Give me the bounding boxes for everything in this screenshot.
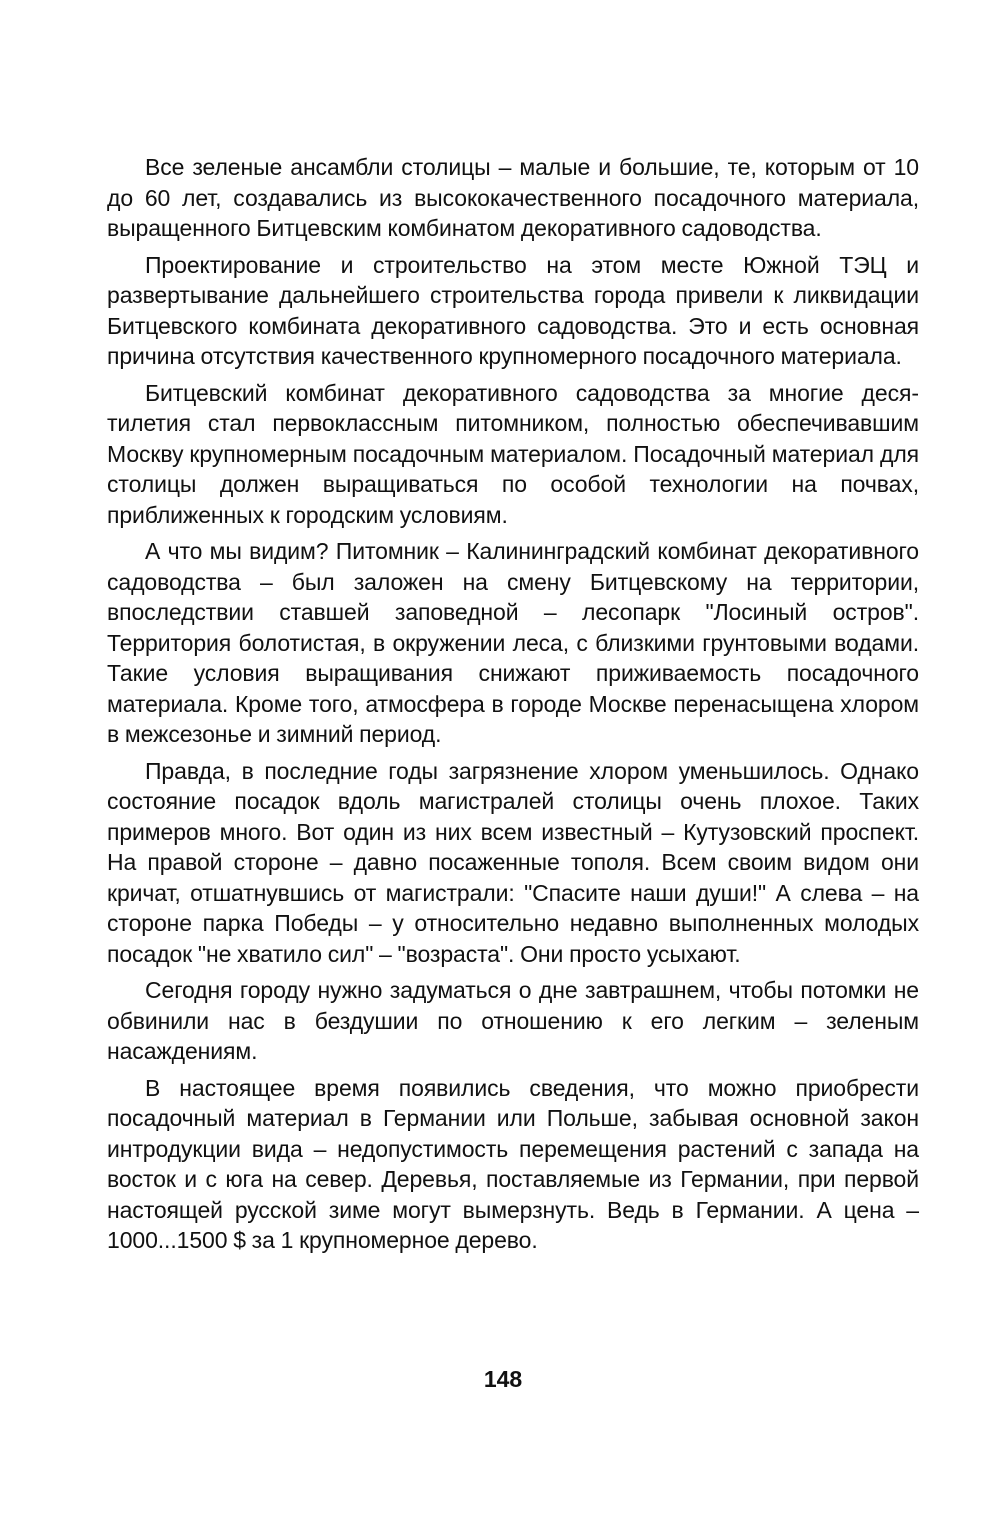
paragraph-2: Проектирование и строительство на этом месте Южной ТЭЦ и развертывание дальнейшего строительства города привели к ликвидации Битцевского комбината декоративного садоводства. Это и есть основная причина отсутствия качественного крупномерного посадочного материала.	[107, 251, 919, 369]
page-body	[107, 152, 919, 1262]
paragraph-6: Сегодня городу нужно задуматься о дне завтрашнем, чтобы потомки не обвинили нас в бездушии по отношению к его легким – зеленым насаждениям.	[107, 977, 919, 1064]
paragraph-7: В настоящее время появились сведения, что можно приобрести посадочный материал в Германии или Польше, забывая основной закон интродукции вида – недопустимость перемещения растений с запада на восток и с юга на север. Деревья, поставляемые из Германии, при первой настоящей русской зиме могут вымерзнуть. Ведь в Германии. А цена – 1000...1500 $ за 1 крупномерное дерево.	[107, 1074, 919, 1253]
paragraph-4: А что мы видим? Питомник – Калининградский комбинат декоративного садоводства – был заложен на смену Битцевскому на территории, впоследствии ставшей заповедной – лесопарк "Лосиный остров". Территория болотистая, в окружении леса, с близкими грунтовыми водами. Такие условия выращивания снижают приживаемость посадочного материала. Кроме того, атмосфера в городе Москве перенасыщена хлором в межсезонье и зимний период.	[107, 538, 919, 747]
paragraph-3: Битцевский комбинат декоративного садоводства за многие десятилетия стал первоклассным питомником, полностью обеспечивавшим Москву крупномерным посадочным материалом. Посадочный материал для столицы должен выращиваться по особой технологии на почвах, приближенных к городским условиям.	[107, 379, 919, 528]
page-number: 148	[483, 1366, 523, 1392]
paragraph-1: Все зеленые ансамбли столицы – малые и большие, те, которым от 10 до 60 лет, создавались из высококачественного посадочного материала, выращенного Битцевским комбинатом декоративного садоводства.	[107, 154, 919, 241]
paragraph-5: Правда, в последние годы загрязнение хлором уменьшилось. Однако состояние посадок вдоль магистралей столицы очень плохое. Таких примеров много. Вот один из них всем известный – Кутузовский проспект. На правой стороне – давно посаженные тополя. Всем своим видом они кричат, отшатнувшись от магистрали: "Спасите наши души!" А слева – на стороне парка Победы – у относительно недавно выполненных молодых посадок "не хватило сил" – "возраста". Они просто усыхают.	[107, 757, 919, 967]
